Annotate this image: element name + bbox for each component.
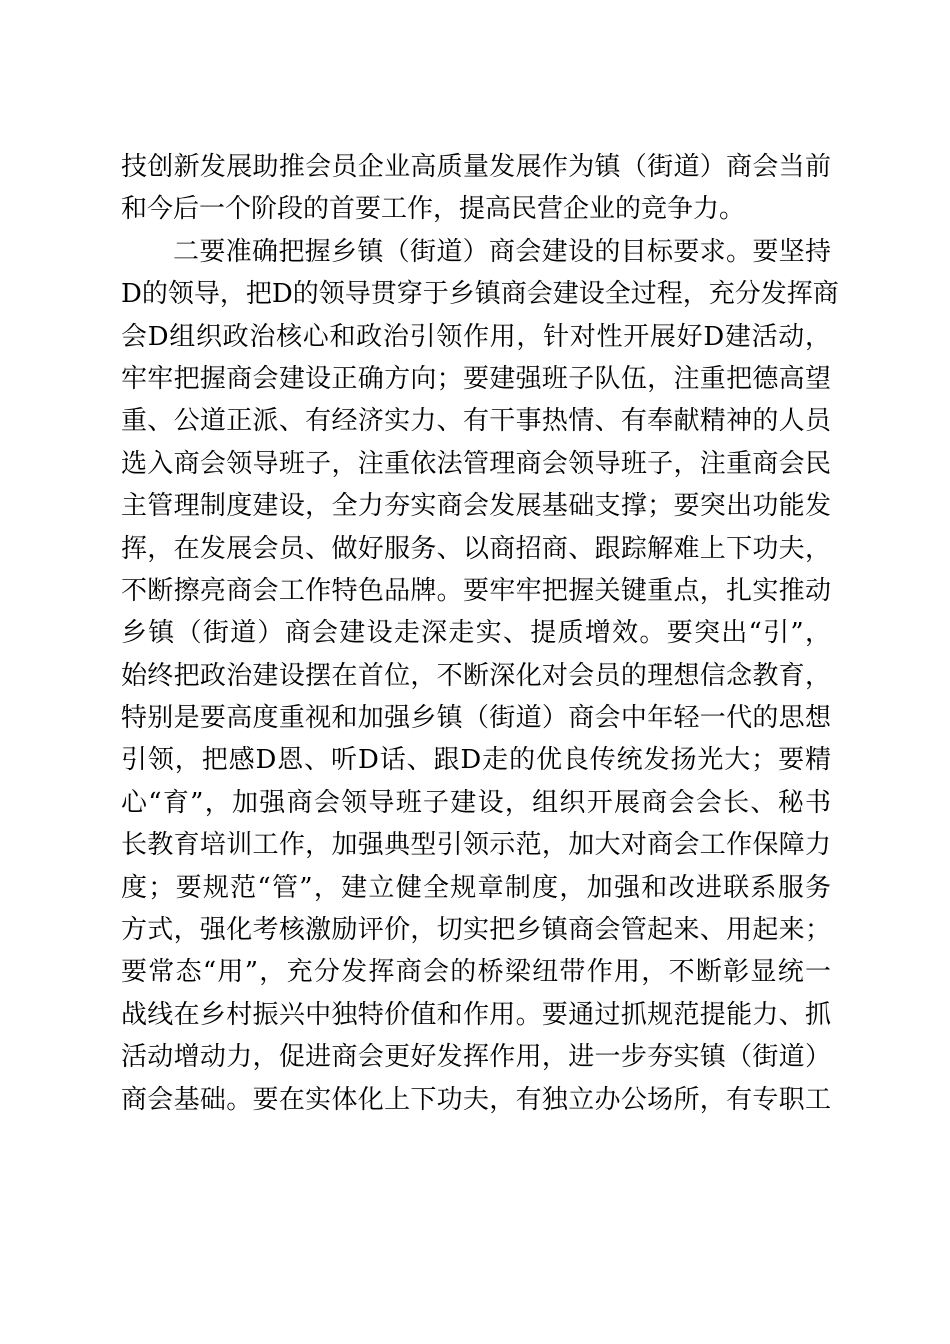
text-line-8: 选入商会领导班子，注重依法管理商会领导班子，注重商会民 xyxy=(121,448,831,479)
text-line-14: 特别是要高度重视和加强乡镇（街道）商会中年轻一代的思想 xyxy=(121,703,831,734)
text-line-2: 和今后一个阶段的首要工作，提高民营企业的竞争力。 xyxy=(121,194,746,225)
text-line-4: D的领导，把D的领导贯穿于乡镇商会建设全过程，充分发挥商 xyxy=(121,279,839,310)
body-text xyxy=(121,146,839,1121)
text-line-7: 重、公道正派、有经济实力、有干事热情、有奉献精神的人员 xyxy=(121,406,831,437)
text-line-6: 牢牢把握商会建设正确方向；要建强班子队伍，注重把德高望 xyxy=(121,363,831,394)
text-line-12: 乡镇（街道）商会建设走深走实、提质增效。要突出“引”， xyxy=(121,618,831,649)
text-line-21: 战线在乡村振兴中独特价值和作用。要通过抓规范提能力、抓 xyxy=(121,999,831,1030)
text-line-19: 方式，强化考核激励评价，切实把乡镇商会管起来、用起来； xyxy=(121,915,831,946)
text-line-23: 商会基础。要在实体化上下功夫，有独立办公场所，有专职工 xyxy=(121,1084,831,1115)
text-line-17: 长教育培训工作，加强典型引领示范，加大对商会工作保障力 xyxy=(121,830,831,861)
text-line-10: 挥，在发展会员、做好服务、以商招商、跟踪解难上下功夫， xyxy=(121,533,831,564)
text-line-9: 主管理制度建设，全力夯实商会发展基础支撑；要突出功能发 xyxy=(121,491,831,522)
text-line-20: 要常态“用”，充分发挥商会的桥梁纽带作用，不断彰显统一 xyxy=(121,957,831,988)
text-line-1: 技创新发展助推会员企业高质量发展作为镇（街道）商会当前 xyxy=(121,152,831,182)
text-line-18: 度；要规范“管”，建立健全规章制度，加强和改进联系服务 xyxy=(121,872,831,903)
text-line-3: 二要准确把握乡镇（街道）商会建设的目标要求。要坚持 xyxy=(173,236,831,267)
text-line-11: 不断擦亮商会工作特色品牌。要牢牢把握关键重点，扎实推动 xyxy=(121,575,831,606)
text-line-5: 会D组织政治核心和政治引领作用，针对性开展好D建活动， xyxy=(121,321,831,352)
text-line-22: 活动增动力，促进商会更好发挥作用，进一步夯实镇（街道） xyxy=(121,1042,831,1073)
text-line-16: 心“育”，加强商会领导班子建设，组织开展商会会长、秘书 xyxy=(121,787,831,818)
text-line-13: 始终把政治建设摆在首位，不断深化对会员的理想信念教育， xyxy=(121,660,831,691)
text-line-15: 引领，把感D恩、听D话、跟D走的优良传统发扬光大；要精 xyxy=(121,745,831,776)
